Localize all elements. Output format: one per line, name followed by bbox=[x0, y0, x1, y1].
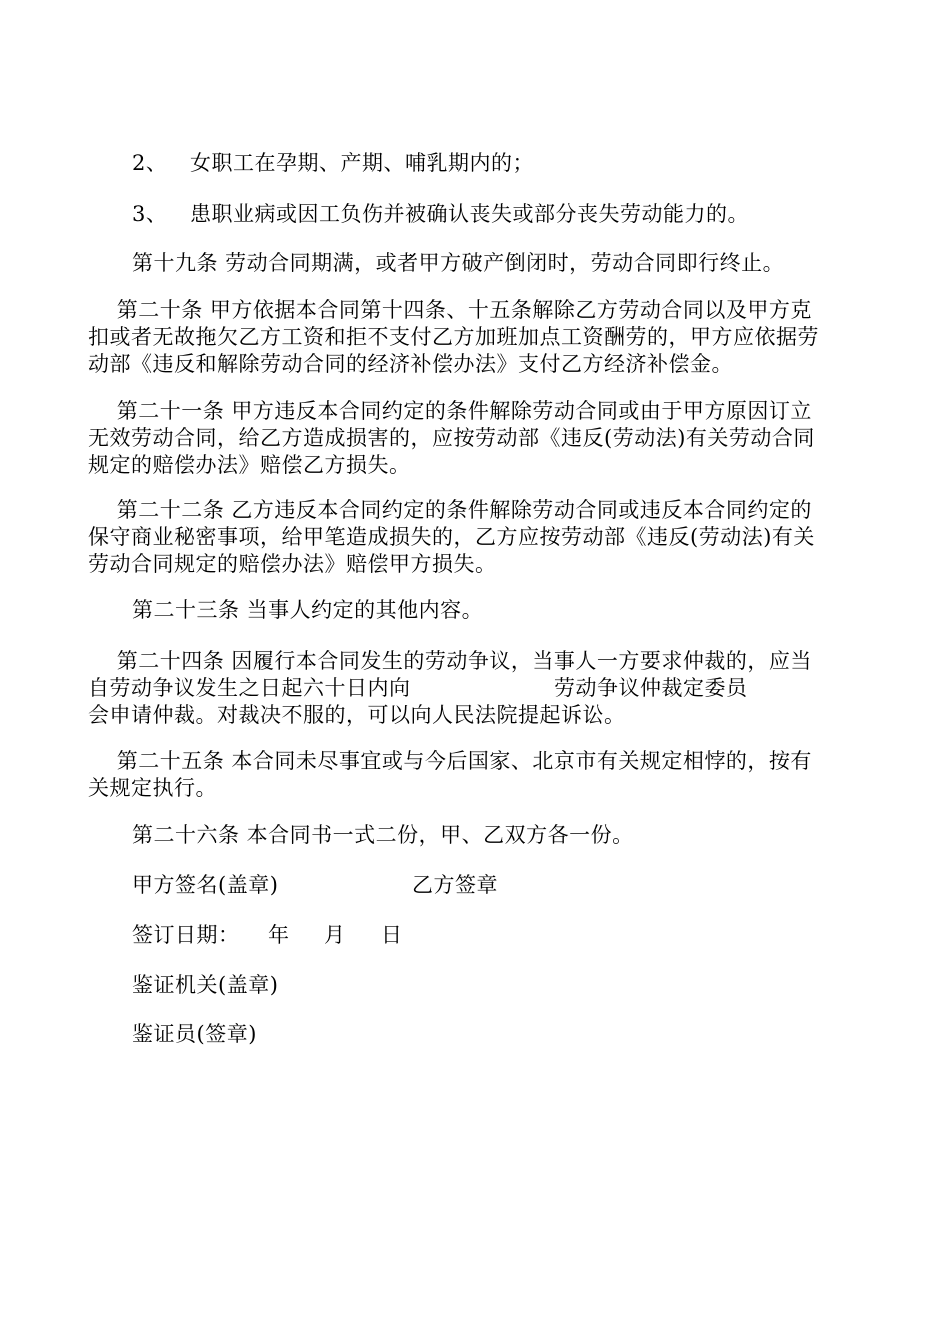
article-21-line: 规定的赔偿办法》赔偿乙方损失。 bbox=[88, 453, 411, 477]
article-20-line: 第二十条 甲方依据本合同第十四条、十五条解除乙方劳动合同以及甲方克 bbox=[88, 298, 812, 322]
article-20-line: 动部《违反和解除劳动合同的经济补偿办法》支付乙方经济补偿金。 bbox=[88, 352, 733, 376]
date-year-label: 年 bbox=[268, 923, 290, 947]
item-3-text: 患职业病或因工负伤并被确认丧失或部分丧失劳动能力的。 bbox=[190, 202, 749, 226]
article-25-line: 关规定执行。 bbox=[88, 776, 217, 800]
article-20-line: 扣或者无故拖欠乙方工资和拒不支付乙方加班加点工资酬劳的，甲方应依据劳 bbox=[88, 325, 819, 349]
article-22-line: 保守商业秘密事项，给甲笔造成损失的，乙方应按劳动部《违反(劳动法)有关 bbox=[88, 525, 815, 549]
date-day-label: 日 bbox=[381, 923, 403, 947]
verifier-label: 鉴证员(签章) bbox=[132, 1022, 257, 1046]
article-24-line: 会申请仲裁。对裁决不服的，可以向人民法院提起诉讼。 bbox=[88, 703, 626, 727]
date-month-label: 月 bbox=[324, 923, 346, 947]
article-24 bbox=[88, 648, 868, 729]
article-25 bbox=[88, 748, 868, 802]
article-24-line: 自劳动争议发生之日起六十日内向 劳动争议仲裁定委员 bbox=[88, 676, 748, 700]
article-20 bbox=[88, 297, 868, 378]
article-24-line: 第二十四条 因履行本合同发生的劳动争议，当事人一方要求仲裁的，应当 bbox=[88, 649, 812, 673]
article-21 bbox=[88, 398, 868, 479]
article-19: 第十九条 劳动合同期满，或者甲方破产倒闭时，劳动合同即行终止。 bbox=[132, 251, 785, 275]
party-b-signature-label: 乙方签章 bbox=[412, 873, 498, 897]
item-3-number: 3、 bbox=[132, 202, 168, 226]
party-a-signature-label: 甲方签名(盖章) bbox=[132, 873, 279, 897]
signing-date-label: 签订日期： bbox=[132, 923, 240, 947]
article-22-line: 第二十二条 乙方违反本合同约定的条件解除劳动合同或违反本合同约定的 bbox=[88, 498, 812, 522]
article-26: 第二十六条 本合同书一式二份，甲、乙双方各一份。 bbox=[132, 823, 634, 847]
verification-authority-label: 鉴证机关(盖章) bbox=[132, 973, 279, 997]
article-21-line: 无效劳动合同，给乙方造成损害的，应按劳动部《违反(劳动法)有关劳动合同 bbox=[88, 426, 815, 450]
article-22 bbox=[88, 497, 868, 578]
article-21-line: 第二十一条 甲方违反本合同约定的条件解除劳动合同或由于甲方原因订立 bbox=[88, 399, 812, 423]
article-25-line: 第二十五条 本合同未尽事宜或与今后国家、北京市有关规定相悖的，按有 bbox=[88, 749, 812, 773]
article-22-line: 劳动合同规定的赔偿办法》赔偿甲方损失。 bbox=[88, 552, 497, 576]
article-23: 第二十三条 当事人约定的其他内容。 bbox=[132, 598, 484, 622]
item-2-number: 2、 bbox=[132, 151, 168, 175]
item-2-text: 女职工在孕期、产期、哺乳期内的； bbox=[190, 151, 534, 175]
